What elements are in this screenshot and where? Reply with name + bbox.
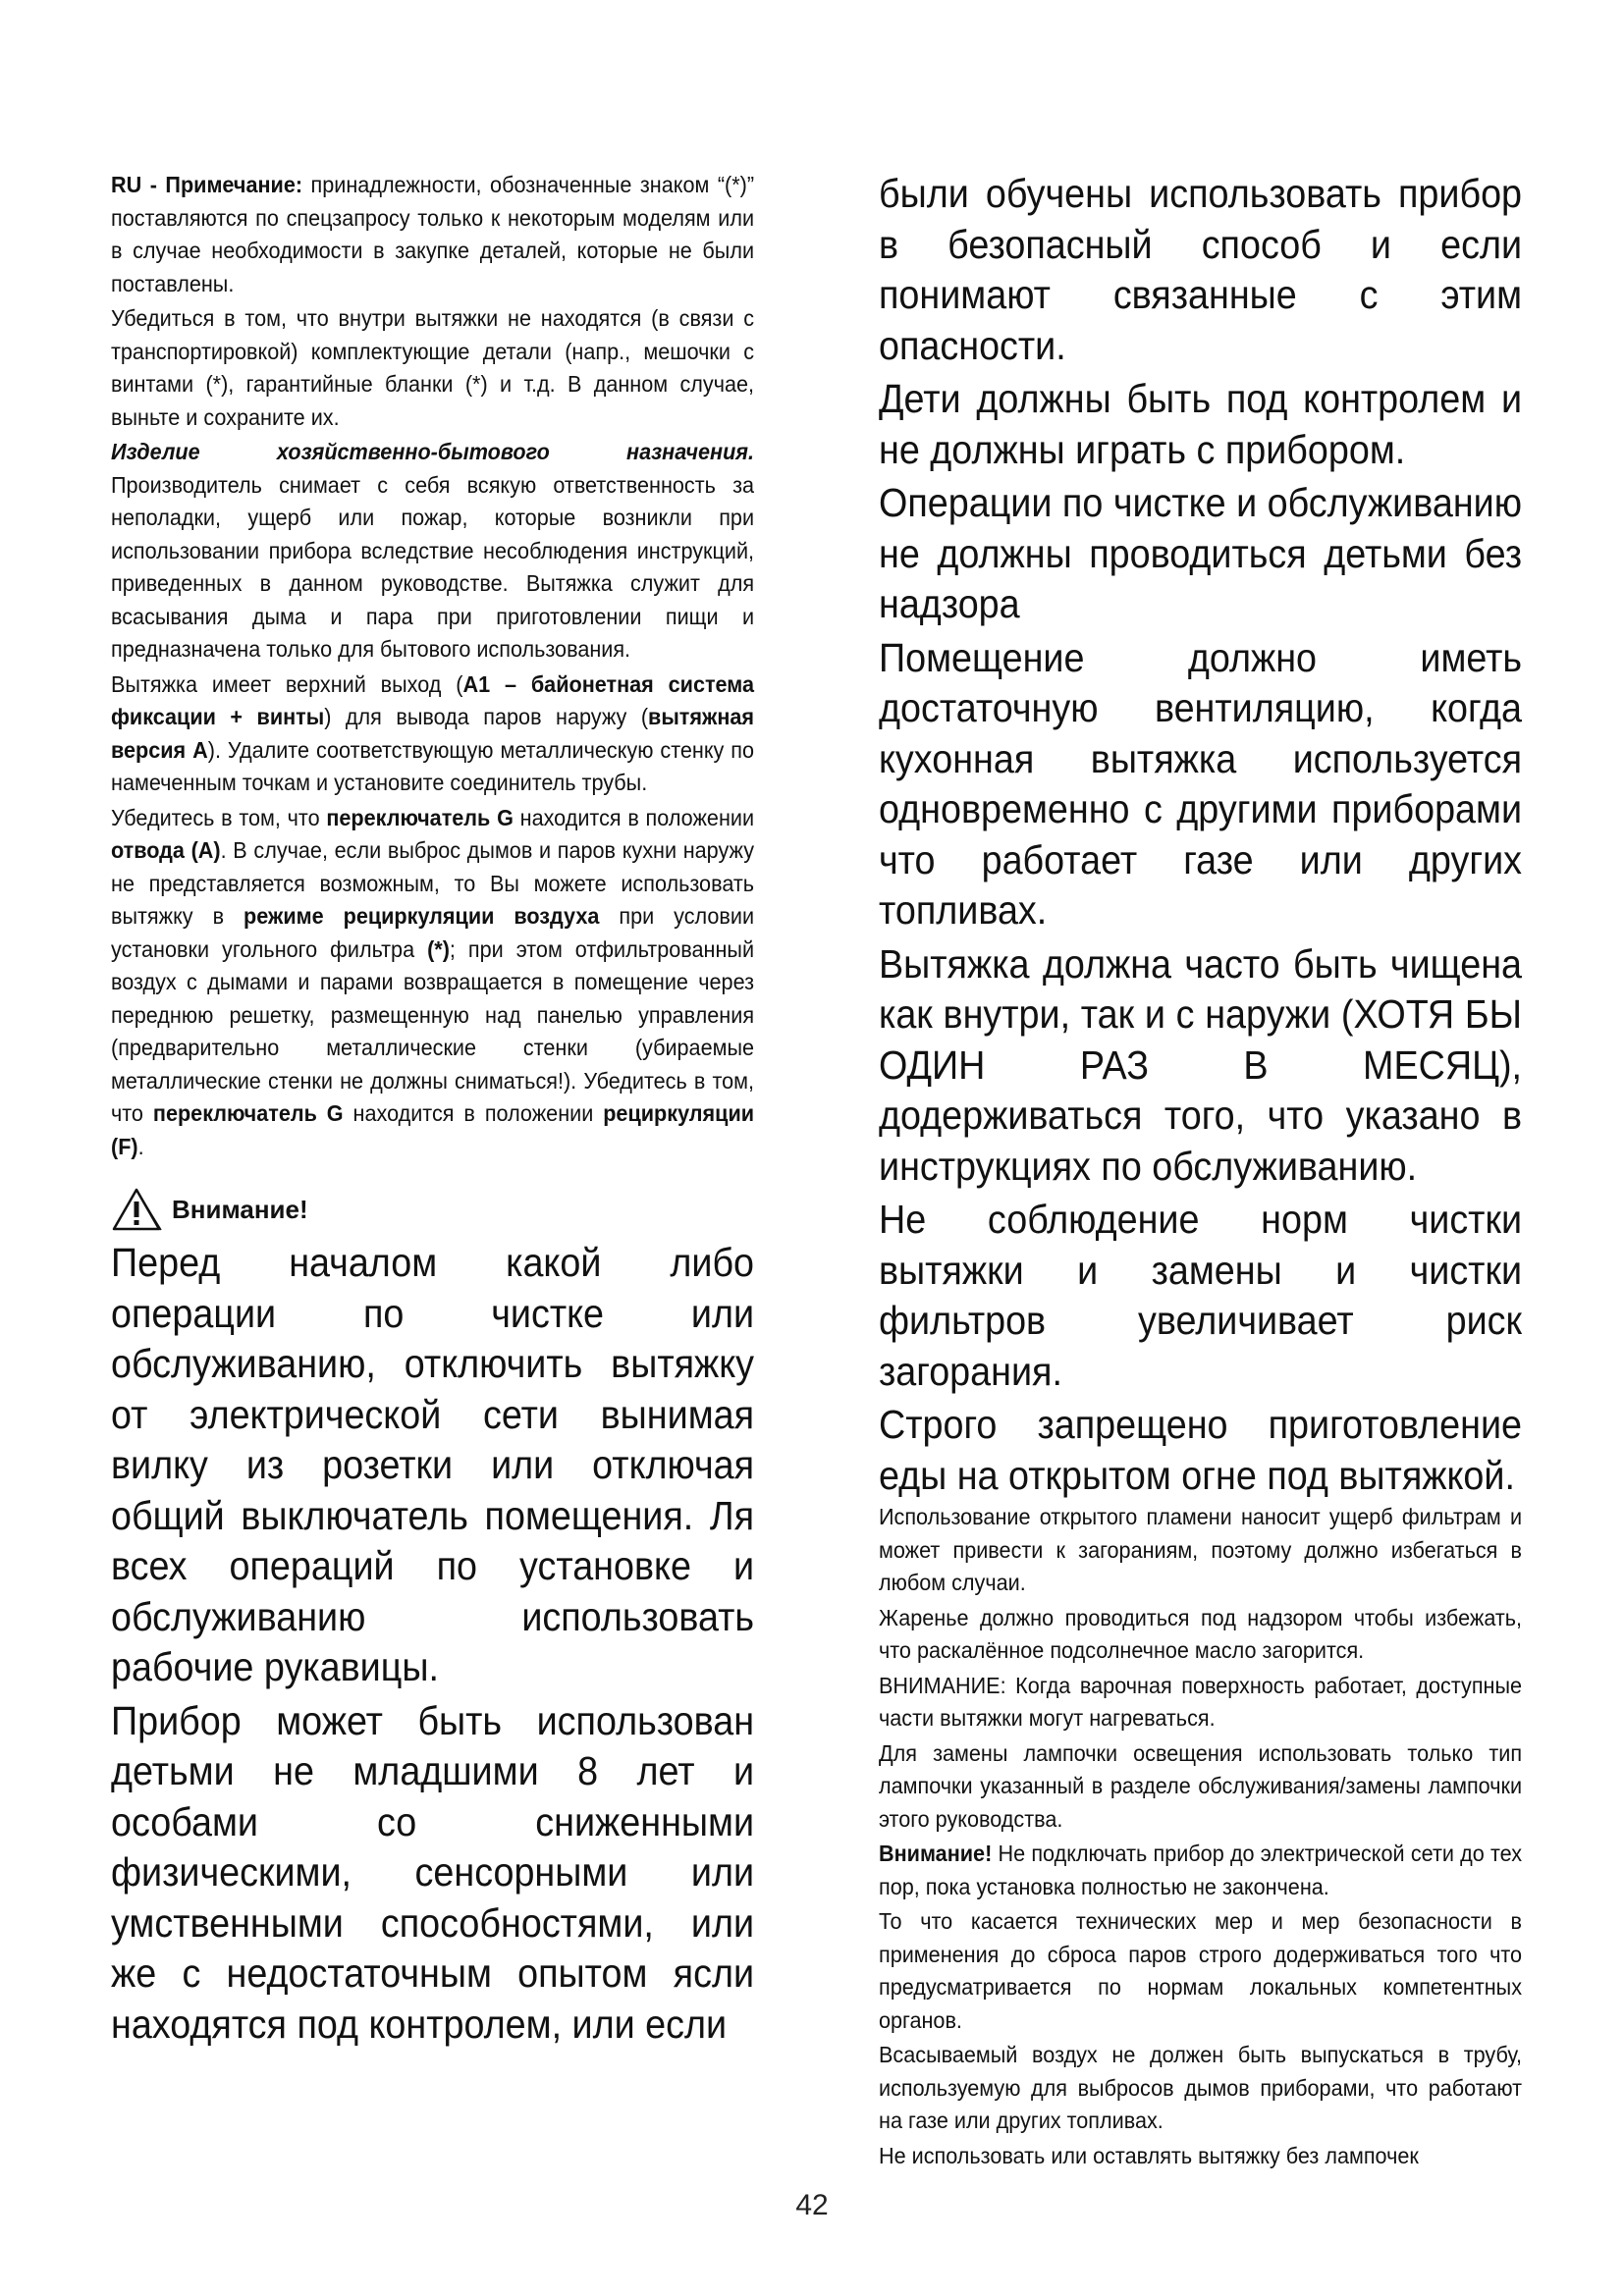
outlet-paragraph: Вытяжка имеет верхний выход (A1 – байонетная система фиксации + винты) для вывода паров наружу (вытяжная версия A). Удалите соответствующую металлическую стенку по намеченным точкам и установите соединитель трубы. (111, 670, 755, 795)
household-paragraph: Изделие хозяйственно-бытового назначения. Производитель снимает с себя всякую ответственность за неполадки, ущерб или пожар, которые возникли при использовании прибора вследствие несоблюдения инструкций, приведенных в данном руководстве. Вытяжка служит для всасывания дыма и пара при приготовлении пищи и предназначена только для бытового использования. (111, 436, 754, 667)
ventilation-text: Помещение должно иметь достаточную вентиляцию, когда кухонная вытяжка используется одновременно с другими приборами что работает газе или других топливах. (879, 634, 1523, 933)
exhaust-air-text: Всасываемый воздух не должен быть выпускаться в трубу, используемую для выбросов дымов приборами, что работают на газе или других топливах. (879, 2042, 1523, 2133)
left-column (111, 169, 754, 2050)
open-flame-damage-text: Использование открытого пламени наносит ущерб фильтрам и может привести к загораниям, поэтому должно избегаться в любом случаи. (879, 1504, 1523, 1595)
children-usage-warning: Прибор может быть использован детьми не младшими 8 лет и особами со сниженными физическими, сенсорными или умственными способностями, или же с недостаточным опытом ясли находятся под контролем, или если (111, 1697, 755, 2047)
switch-paragraph: Убедитесь в том, что переключатель G находится в положении отвода (A). В случае, если выброс дымов и паров кухни наружу не представляется возможным, то Вы можете использовать вытяжку в режиме рециркуляции воздуха при условии установки угольного фильтра (*); при этом отфильтрованный воздух с дымами и парами возвращается в помещение через переднюю решетку, размещенную над панелью управления (предварительно металлические стенки (убираемые металлические стенки не должны сниматься!). Убедитесь в том, что переключатель G находится в положении рециркуляции (F). (111, 804, 755, 1159)
lamps-text: Не использовать или оставлять вытяжку без лампочек (879, 2142, 1419, 2168)
fire-risk-text: Не соблюдение норм чистки вытяжки и замены и чистки фильтров увеличивает риск загорания. (879, 1197, 1523, 1394)
warning-triangle-icon (111, 1187, 162, 1232)
power-connection-text: Внимание! Не подключать прибор до электрической сети до тех пор, пока установка полностью не закончена. (879, 1841, 1523, 1899)
note-lead: RU - Примечание: (111, 172, 303, 197)
lamp-replacement-text: Для замены лампочки освещения использовать только тип лампочки указанный в разделе обслуживания/замены лампочки этого руководства. (879, 1739, 1523, 1832)
note-paragraph: RU - Примечание: принадлежности, обозначенные знаком “(*)” поставляются по спецзапросу только к некоторым моделям или в случае необходимости в закупке деталей, которые не были поставлены. (111, 172, 755, 296)
warning-label: Внимание! (172, 1194, 308, 1224)
frying-text: Жаренье должно проводиться под надзором чтобы избежать, что раскалённое подсолнечное масло загорится. (879, 1604, 1523, 1663)
children-supervision-text: Дети должны быть под контролем и не должны играть с прибором. (879, 376, 1523, 472)
cleaning-frequency-text: Вытяжка должна часто быть чищена как внутри, так и с наружи (ХОТЯ БЫ ОДИН РАЗ В МЕСЯЦ), додерживаться того, что указано в инструкциях по обслуживанию. (879, 940, 1523, 1189)
disconnect-warning: Перед началом какой либо операции по чистке или обслуживанию, отключить вытяжку от электрической сети вынимая вилку из розетки или отключая общий выключатель помещения. Ля всех операций по установке и обслуживанию использовать рабочие рукавицы. (111, 1240, 755, 1689)
hot-parts-text: ВНИМАНИЕ: Когда варочная поверхность работает, доступные части вытяжки могут нагреваться. (879, 1672, 1523, 1731)
warning-heading (111, 1187, 754, 1232)
right-column (879, 169, 1523, 2172)
local-regulations-text: То что касается технических мер и мер безопасности в применения до сброса паров строго додерживаться того что предусматривается по нормам локальных компетентных органов. (879, 1908, 1523, 2033)
open-flame-prohibition: Строго запрещено приготовление еды на открытом огне под вытяжкой. (879, 1402, 1523, 1498)
household-heading: Изделие хозяйственно-бытового назначения. (111, 439, 755, 464)
trained-usage-text: были обучены использовать прибор в безопасный способ и если понимают связанные с этим опасности. (879, 171, 1523, 368)
check-parts-paragraph: Убедиться в том, что внутри вытяжки не находятся (в связи с транспортировкой) комплектующие детали (напр., мешочки с винтами (*), гарантийные бланки (*) и т.д. В данном случае, выньте и сохраните их. (111, 305, 755, 430)
children-cleaning-text: Операции по чистке и обслуживанию не должны проводиться детьми без надзора (879, 480, 1523, 626)
page-number: 42 (795, 2189, 829, 2221)
